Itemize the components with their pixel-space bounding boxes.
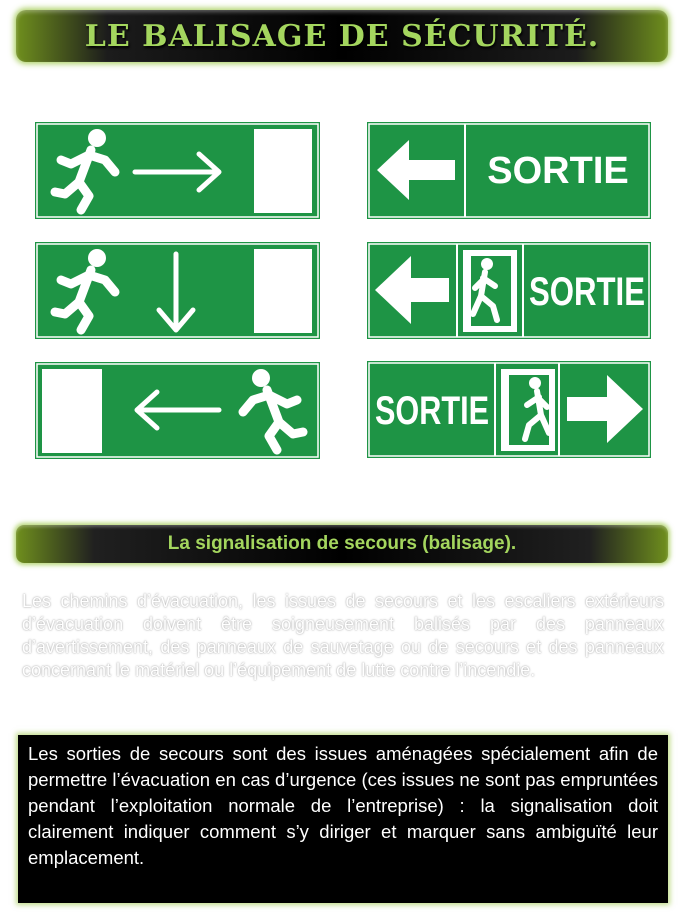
door-icon [42,369,102,453]
info-box [18,735,668,903]
man-exiting-door-icon [463,250,517,332]
sortie-label: SORTIE [375,389,489,433]
title-banner [16,10,668,62]
section-heading: La signalisation de secours (balisage). [167,533,517,554]
door-icon [254,129,312,213]
exit-sign-left-arrow-sortie [367,122,651,219]
exit-sign-left-arrow-door-sortie [367,242,651,339]
page-title: LE BALISAGE DE SÉCURITÉ. [84,18,600,54]
section-banner [16,525,668,563]
sortie-label: SORTIE [487,150,629,192]
evacuation-paragraph: Les chemins d’évacuation, les issues de secours et les escaliers extérieurs d’évacuation doivent être soigneusement balisés par des panneaux d’avertissement, des panneaux de sauvetage ou de secours et des panneaux concernant le matériel ou l’équipement de lutte contre l’incendie. [22,591,664,680]
man-exiting-door-icon [501,369,555,451]
runner-right-arrow-graphic [35,122,320,219]
door-icon [254,249,312,333]
door-left-arrow-runner-graphic [35,362,320,459]
sortie-label: SORTIE [529,270,645,314]
exit-sign-door-left-arrow-runner [35,362,320,459]
exit-sign-sortie-door-right-arrow [367,361,651,458]
exit-sign-runner-down-arrow [35,242,320,339]
sortie-door-right-arrow-graphic [367,361,651,458]
left-arrow-sortie-graphic [367,122,651,219]
exit-sign-runner-right-arrow [35,122,320,219]
emergency-exit-paragraph: Les sorties de secours sont des issues aménagées spécialement afin de permettre l’évacuation en cas d’urgence (ces issues ne sont pas empruntées pendant l’exploitation normale de l’entreprise) : la signalisation doit clairement indiquer comment s’y diriger et marquer sans ambiguïté leur emplacement. [28,743,658,868]
left-arrow-door-sortie-graphic [367,242,651,339]
runner-down-arrow-graphic [35,242,320,339]
